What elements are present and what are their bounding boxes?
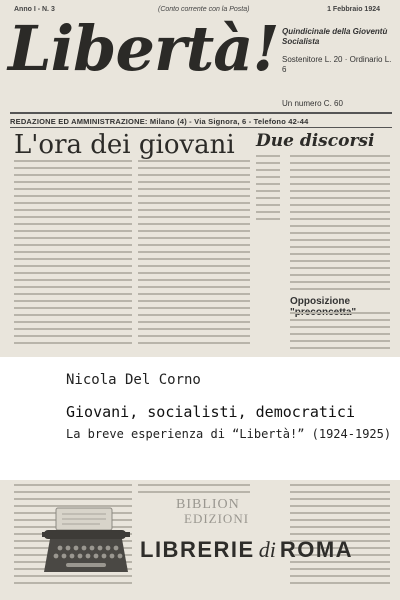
imprint-edizioni: EDIZIONI — [184, 511, 250, 526]
brand-roma: ROMA — [279, 537, 354, 562]
publisher-brand — [140, 537, 353, 563]
divider — [10, 112, 392, 114]
text-column — [138, 484, 250, 498]
newspaper-redazione: REDAZIONE ED AMMINISTRAZIONE: Milano (4) - Via Signora, 6 - Telefono 42-44 — [10, 117, 309, 126]
imprint-biblion: BIBLION — [176, 497, 240, 512]
newspaper-masthead: Libertà! — [8, 12, 279, 85]
subscription-prices: Sostenitore L. 20 · Ordinario L. 6 — [282, 55, 392, 74]
title-band — [0, 357, 400, 480]
postal-note: (Conto corrente con la Posta) — [158, 6, 250, 13]
single-copy-price: Un numero C. 60 — [282, 99, 343, 108]
book-subtitle: La breve esperienza di “Libertà!” (1924-1925) — [66, 427, 392, 441]
newspaper-headline-main: L'ora dei giovani — [14, 130, 235, 160]
text-column — [290, 312, 390, 354]
newspaper-headline-third: Opposizione — [290, 296, 350, 307]
brand-di: di — [258, 537, 276, 562]
text-column — [290, 155, 390, 295]
book-author: Nicola Del Corno — [66, 372, 201, 388]
newspaper-headline-second: Due discorsi — [256, 131, 375, 151]
newspaper-subscriptions — [282, 55, 394, 109]
text-column — [256, 155, 280, 225]
newspaper-subtitle: Quindicinale della Gioventù Socialista — [282, 27, 388, 46]
book-title: Giovani, socialisti, democratici — [66, 403, 355, 421]
divider — [10, 127, 392, 128]
issue-date: 1 Febbraio 1924 — [327, 6, 380, 13]
text-column — [138, 160, 250, 349]
text-column — [14, 160, 132, 349]
typewriter-icon — [42, 506, 130, 576]
brand-librerie: LIBRERIE — [140, 537, 255, 562]
issue-number: Anno I - N. 3 — [14, 6, 55, 13]
